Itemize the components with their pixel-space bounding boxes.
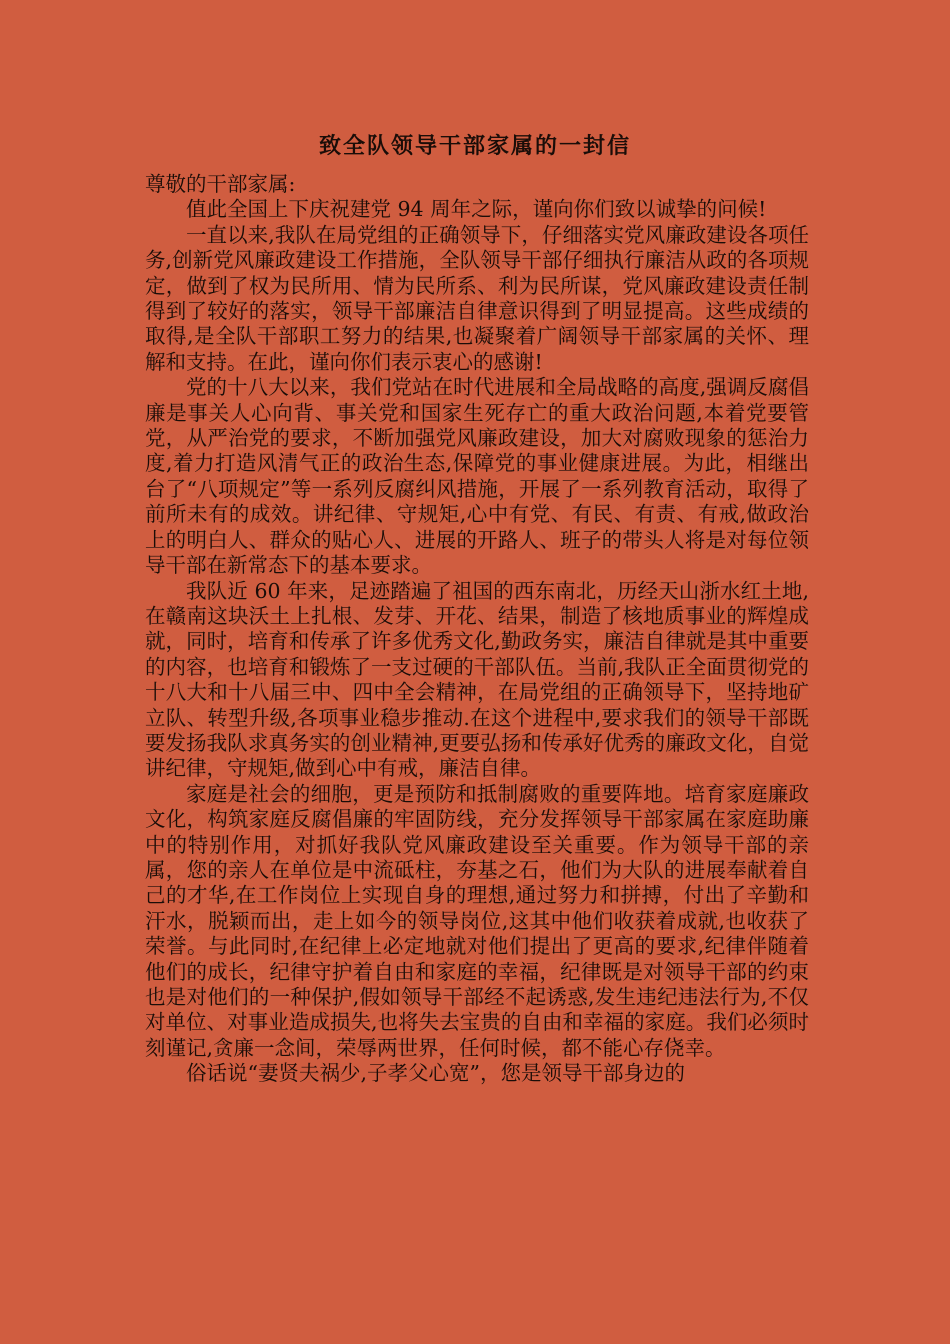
paragraph-achievements: 一直以来,我队在局党组的正确领导下，仔细落实党风廉政建设各项任务,创新党风廉政建设工作措施，全队领导干部仔细执行廉洁从政的各项规定，做到了权为民所用、情为民所系、利为民所谋，党风廉政建设责任制得到了较好的落实，领导干部廉洁自律意识得到了明显提高。这些成绩的取得,是全队干部职工努力的结果,也凝聚着广阔领导干部家属的关怀、理解和支持。在此，谨向你们表示衷心的感谢! <box>145 222 809 374</box>
paragraph-party-requirements: 党的十八大以来，我们党站在时代进展和全局战略的高度,强调反腐倡廉是事关人心向背、事关党和国家生死存亡的重大政治问题,本着党要管党，从严治党的要求，不断加强党风廉政建设，加大对腐败现象的惩治力度,着力打造风清气正的政治生态,保障党的事业健康进展。为此，相继出台了“八项规定”等一系列反腐纠风措施，开展了一系列教育活动，取得了前所未有的成效。讲纪律、守规矩,心中有党、有民、有责、有戒,做政治上的明白人、群众的贴心人、进展的开路人、班子的带头人将是对每位领导干部在新常态下的基本要求。 <box>145 375 809 578</box>
paragraph-proverb: 俗话说“妻贤夫祸少,子孝父心宽”，您是领导干部身边的 <box>186 1061 685 1086</box>
paragraph-family-role: 家庭是社会的细胞，更是预防和抵制腐败的重要阵地。培育家庭廉政文化，构筑家庭反腐倡廉的牢固防线，充分发挥领导干部家属在家庭助廉中的特别作用，对抓好我队党风廉政建设至关重要。作为领导干部的亲属，您的亲人在单位是中流砥柱，夯基之石，他们为大队的进展奉献着自己的才华,在工作岗位上实现自身的理想,通过努力和拼搏，付出了辛勤和汗水，脱颖而出，走上如今的领导岗位,这其中他们收获着成就,也收获了荣誉。与此同时,在纪律上必定地就对他们提出了更高的要求,纪律伴随着他们的成长，纪律守护着自由和家庭的幸福，纪律既是对领导干部的约束也是对他们的一种保护,假如领导干部经不起诱惑,发生违纪违法行为,不仅对单位、对事业造成损失,也将失去宝贵的自由和幸福的家庭。我们必须时刻谨记,贪廉一念间，荣辱两世界，任何时候，都不能心存侥幸。 <box>145 781 809 1060</box>
paragraph-greeting: 值此全国上下庆祝建党 94 周年之际，谨向你们致以诚挚的问候! <box>186 197 767 222</box>
paragraph-team-history: 我队近 60 年来，足迹踏遍了祖国的西东南北，历经天山浙水红土地,在赣南这块沃土上扎根、发芽、开花、结果，制造了核地质事业的辉煌成就，同时，培育和传承了许多优秀文化,勤政务实，廉洁自律就是其中重要的内容，也培育和锻炼了一支过硬的干部队伍。当前,我队正全面贯彻党的十八大和十八届三中、四中全会精神，在局党组的正确领导下，坚持地矿立队、转型升级,各项事业稳步推动.在这个进程中,要求我们的领导干部既要发扬我队求真务实的创业精神,更要弘扬和传承好优秀的廉政文化，自觉讲纪律，守规矩,做到心中有戒，廉洁自律。 <box>145 578 809 781</box>
letter-body <box>145 172 809 1087</box>
document-title: 致全队领导干部家属的一封信 <box>318 134 631 159</box>
salutation: 尊敬的干部家属: <box>145 172 296 196</box>
